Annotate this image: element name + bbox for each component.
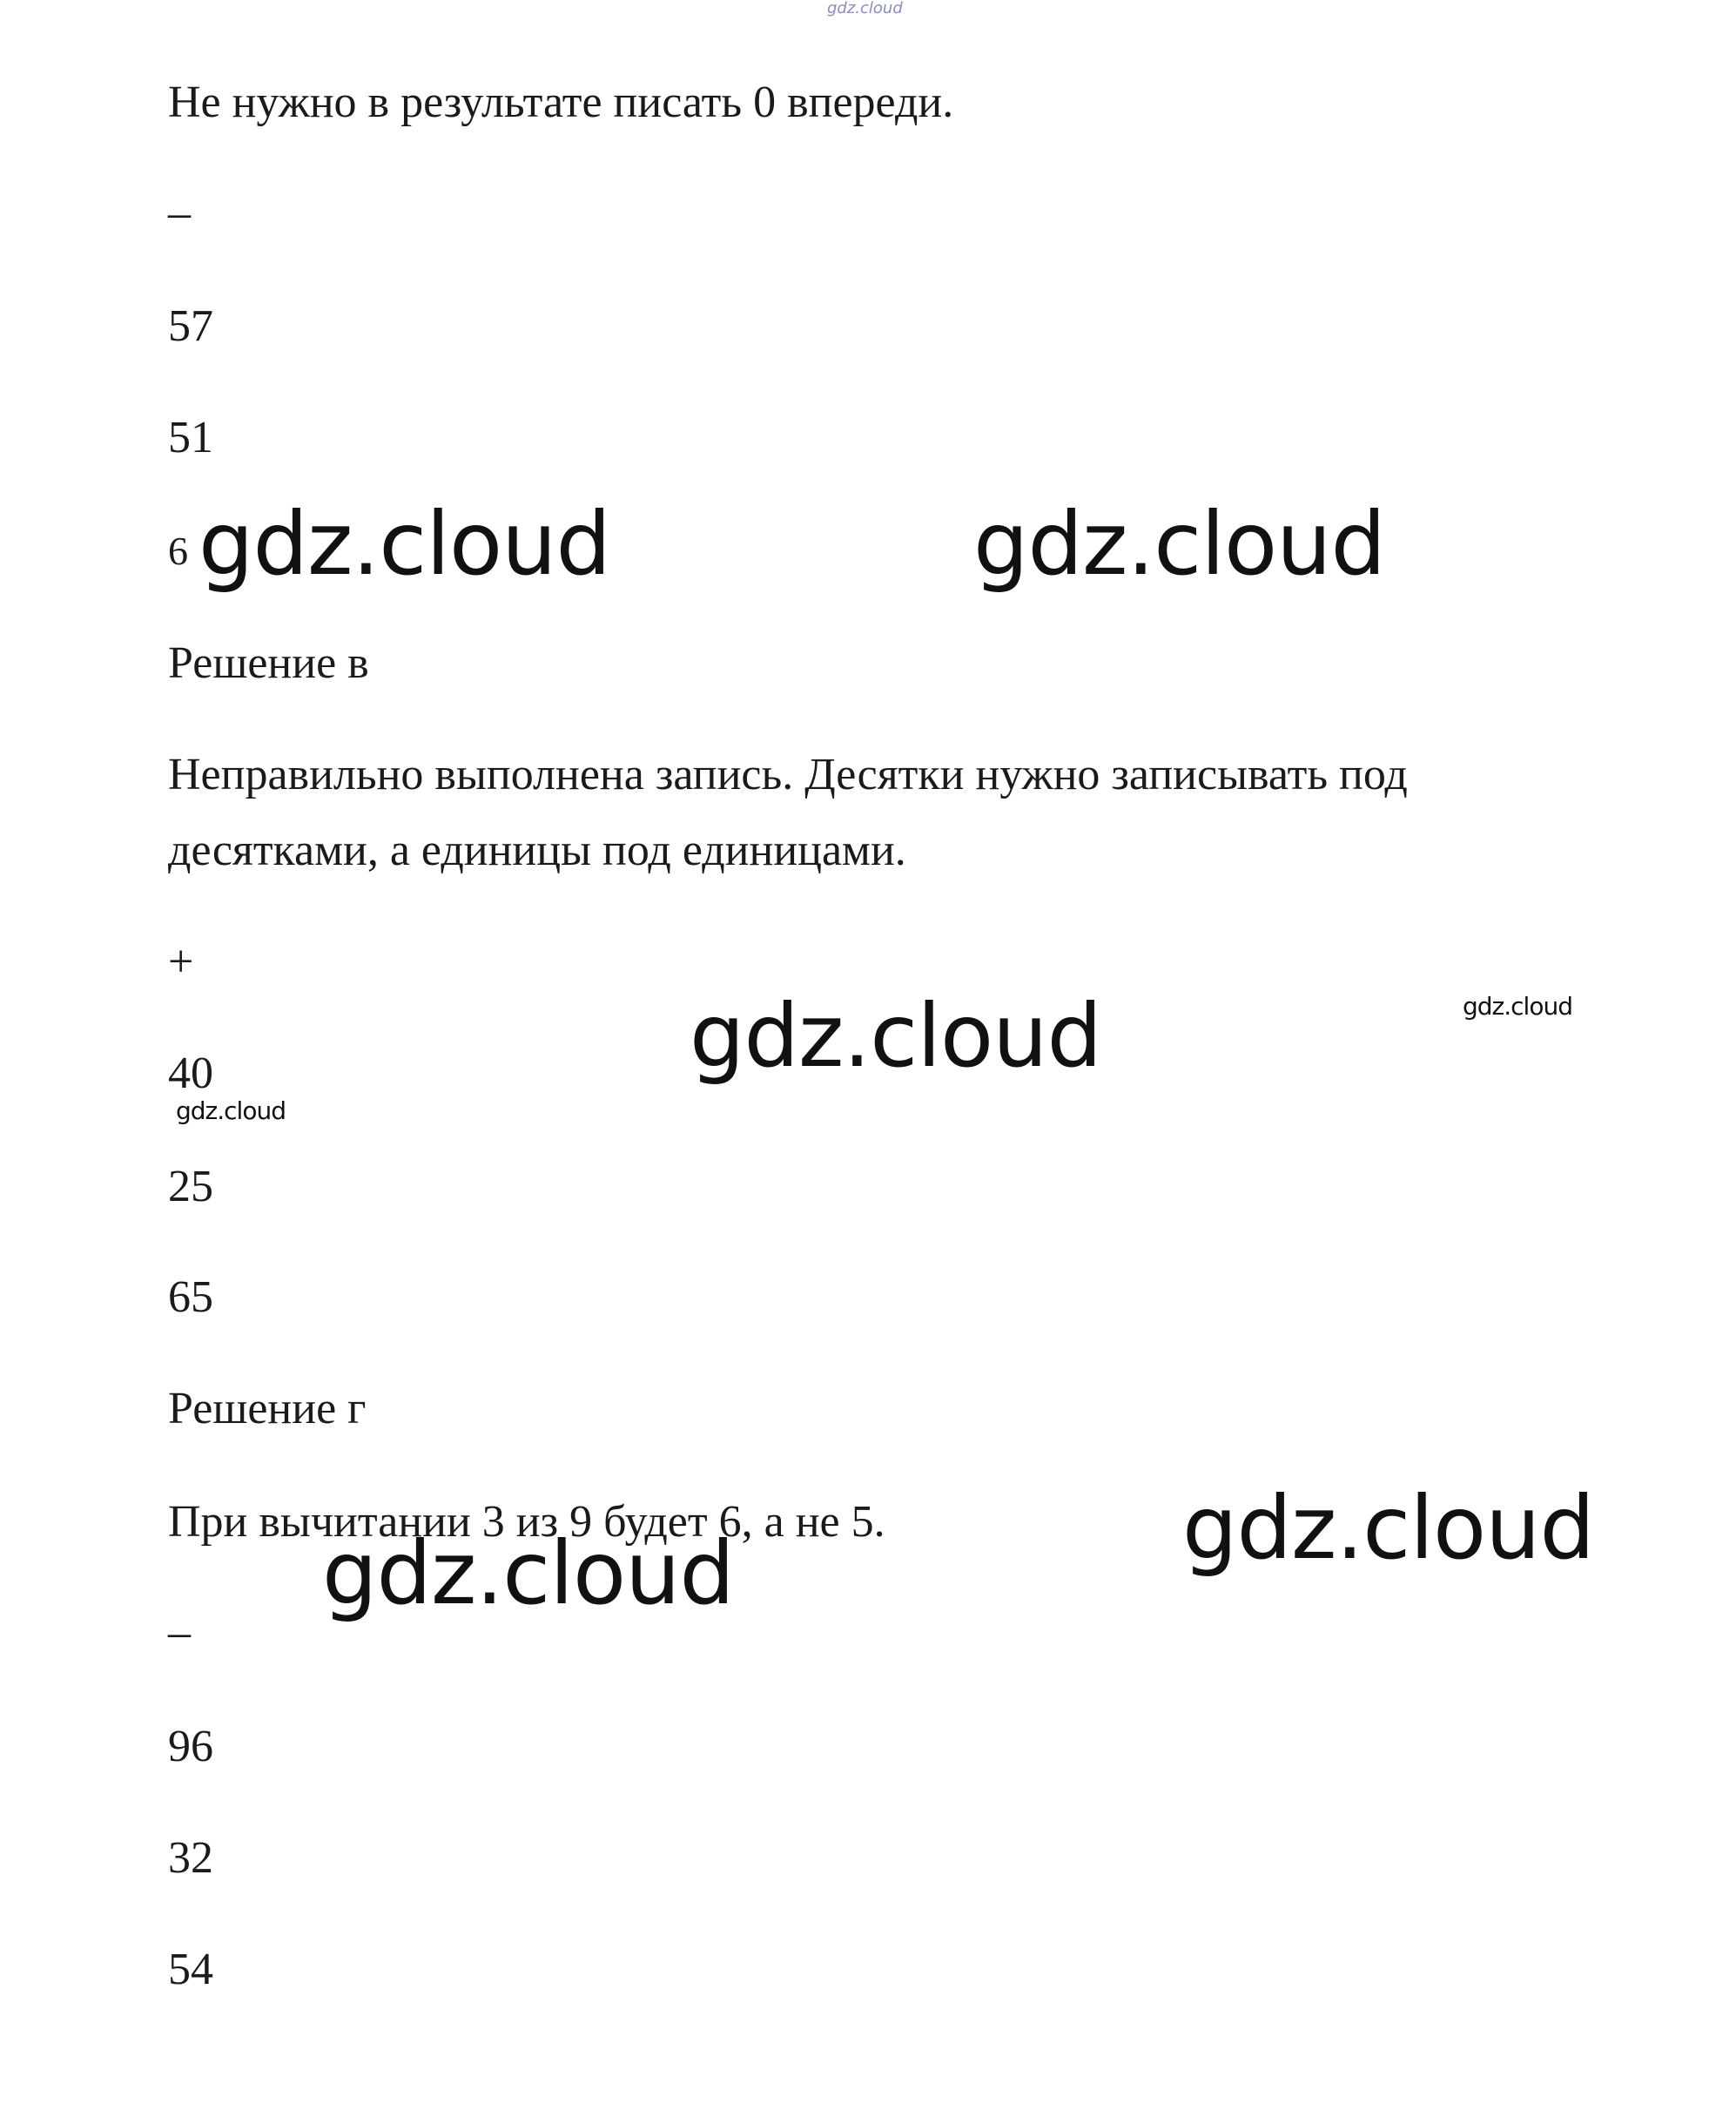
- number-65: 65: [168, 1272, 213, 1322]
- watermark-small-left: gdz.cloud: [176, 1096, 286, 1125]
- heading-solution-v: Решение в: [168, 638, 369, 688]
- paragraph-v-line-1: Неправильно выполнена запись. Десятки нужно записывать под: [168, 750, 1408, 799]
- number-6: 6: [168, 529, 188, 573]
- operator-minus-2: –: [168, 1608, 191, 1657]
- number-57: 57: [168, 301, 213, 351]
- paragraph-g: При вычитании 3 из 9 будет 6, а не 5.: [168, 1497, 885, 1547]
- paragraph-v-line-2: десятками, а единицы под единицами.: [168, 826, 906, 875]
- text-line-no-leading-zero: Не нужно в результате писать 0 впереди.: [168, 78, 954, 127]
- watermark-5: gdz.cloud: [322, 1522, 735, 1624]
- number-25: 25: [168, 1162, 213, 1211]
- operator-plus: +: [168, 937, 194, 987]
- number-32: 32: [168, 1833, 213, 1883]
- watermark-3: gdz.cloud: [690, 985, 1102, 1087]
- operator-minus-1: –: [168, 188, 191, 238]
- watermark-small-right: gdz.cloud: [1463, 992, 1572, 1021]
- number-51: 51: [168, 413, 213, 462]
- watermark-4: gdz.cloud: [1182, 1477, 1595, 1579]
- watermark-2: gdz.cloud: [973, 493, 1386, 595]
- heading-solution-g: Решение г: [168, 1384, 367, 1433]
- number-96: 96: [168, 1722, 213, 1771]
- watermark-top: gdz.cloud: [827, 0, 903, 17]
- number-54: 54: [168, 1945, 213, 1994]
- number-40: 40: [168, 1049, 213, 1098]
- watermark-1: gdz.cloud: [198, 493, 611, 595]
